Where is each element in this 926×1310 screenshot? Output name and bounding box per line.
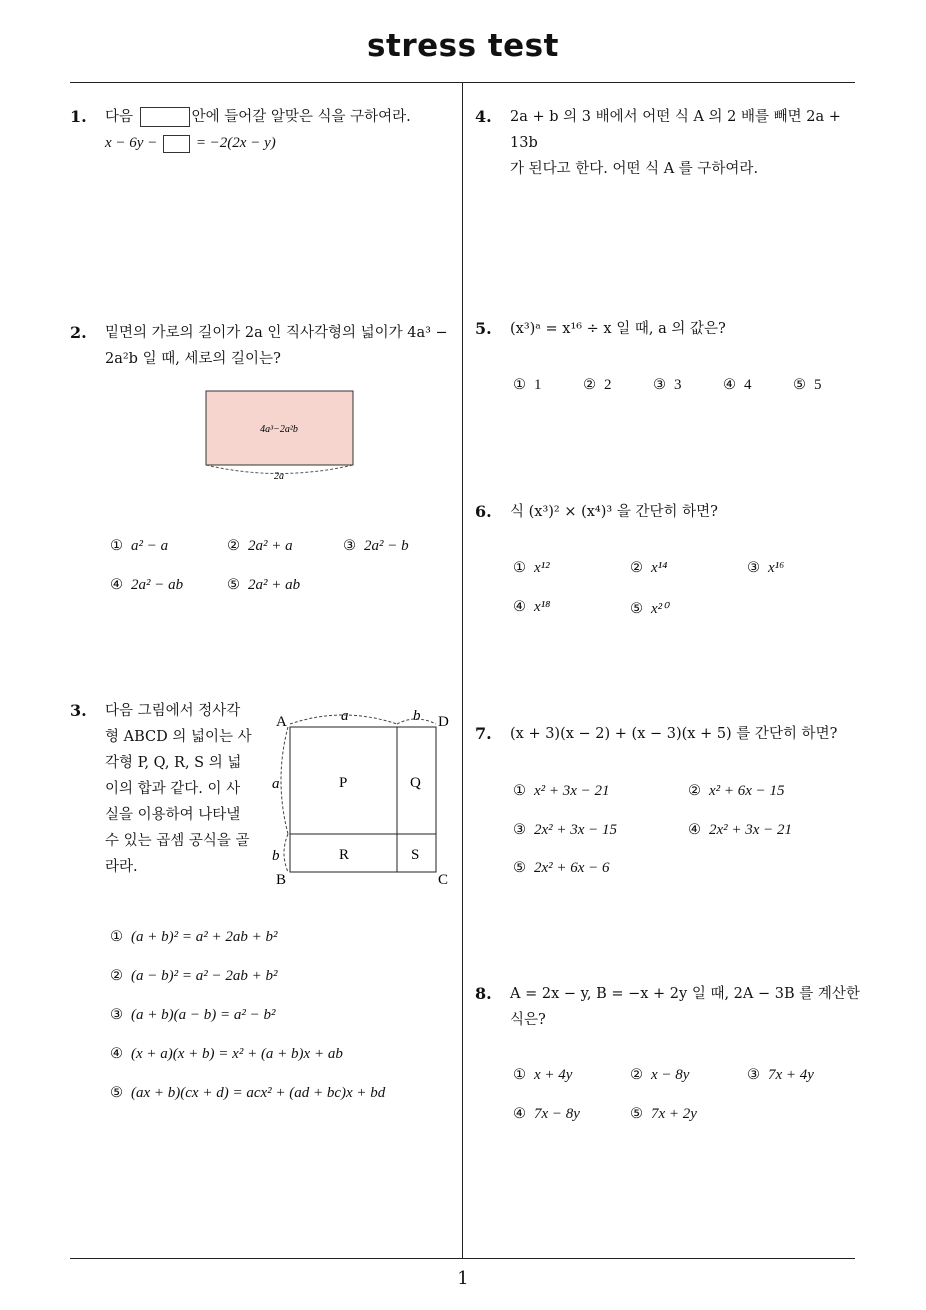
question-number: 4.	[475, 107, 492, 126]
choice-5[interactable]: ⑤ 5	[793, 377, 822, 393]
answer-blank-box	[140, 107, 190, 127]
question-number: 2.	[70, 323, 87, 342]
q3-text-line: 실을 이용하여 나타낼	[105, 807, 241, 823]
q3-text-line: 각형 P, Q, R, S 의 넓	[105, 755, 242, 771]
question-number: 6.	[475, 502, 492, 521]
choice-1[interactable]: ① x² + 3x − 21	[513, 783, 610, 799]
choice-1[interactable]: ① x¹²	[513, 560, 550, 576]
question-1	[70, 104, 455, 156]
q6-text-line1: 식 (x³)² × (x⁴)³ 을 간단히 하면?	[510, 504, 718, 520]
rectangle-base-label: 2a	[274, 471, 284, 482]
choice-5[interactable]: ⑤ (ax + b)(cx + d) = acx² + (ad + bc)x + bd	[110, 1085, 386, 1101]
choice-3[interactable]: ③ 7x + 4y	[747, 1067, 814, 1083]
column-divider	[462, 82, 463, 1258]
top-b-label: b	[413, 708, 421, 724]
region-p-label: P	[339, 775, 348, 791]
choice-2[interactable]: ② x − 8y	[630, 1067, 690, 1083]
q1-text-b: 안에 들어갈 알맞은 식을 구하여라.	[191, 109, 411, 125]
q4-text-line2: 가 된다고 한다. 어떤 식 A 를 구하여라.	[510, 161, 759, 177]
page-number: 1	[457, 1268, 469, 1289]
question-number: 8.	[475, 984, 492, 1003]
q2-text-line1: 밑면의 가로의 길이가 2a 인 직사각형의 넓이가 4a³ −	[105, 325, 448, 341]
arc-left-a	[281, 727, 288, 834]
left-a-label: a	[272, 776, 280, 792]
choice-3[interactable]: ③ (a + b)(a − b) = a² − b²	[110, 1007, 276, 1023]
choice-2[interactable]: ② 2a² + a	[227, 538, 293, 554]
rectangle-area-label: 4a³−2a²b	[260, 424, 298, 435]
region-s-label: S	[411, 847, 420, 863]
square-abcd-figure	[268, 700, 458, 890]
q3-text-line: 수 있는 곱셈 공식을 골	[105, 833, 250, 849]
question-number: 1.	[70, 107, 87, 126]
q4-text-line1: 2a + b 의 3 배에서 어떤 식 A 의 2 배를 빼면 2a + 13b	[510, 109, 841, 151]
choice-5[interactable]: ⑤ x²⁰	[630, 601, 669, 617]
vertex-b-label: B	[276, 872, 287, 888]
q8-text-line2: 식은?	[510, 1012, 546, 1028]
vertex-c-label: C	[438, 872, 449, 888]
choice-4[interactable]: ④ 7x − 8y	[513, 1106, 580, 1122]
choice-2[interactable]: ② 2	[583, 377, 612, 393]
choice-3[interactable]: ③ 2a² − b	[343, 538, 409, 554]
choice-5[interactable]: ⑤ 2a² + ab	[227, 577, 301, 593]
rectangle-figure	[200, 386, 360, 486]
choice-4[interactable]: ④ (x + a)(x + b) = x² + (a + b)x + ab	[110, 1046, 343, 1062]
question-number: 3.	[70, 701, 87, 720]
question-4	[475, 104, 860, 182]
choice-3[interactable]: ③ 3	[653, 377, 682, 393]
choice-5[interactable]: ⑤ 7x + 2y	[630, 1106, 697, 1122]
region-r-label: R	[339, 847, 350, 863]
choice-4[interactable]: ④ 2a² − ab	[110, 577, 184, 593]
region-q-label: Q	[410, 775, 421, 791]
page-title: stress test	[367, 28, 559, 64]
q3-text-line: 이의 합과 같다. 이 사	[105, 781, 241, 797]
arc-left-b	[284, 834, 288, 872]
choice-1[interactable]: ① x + 4y	[513, 1067, 573, 1083]
choice-1[interactable]: ① a² − a	[110, 538, 169, 554]
choice-1[interactable]: ① 1	[513, 377, 542, 393]
choice-4[interactable]: ④ 2x² + 3x − 21	[688, 822, 793, 838]
choice-4[interactable]: ④ 4	[723, 377, 752, 393]
vertex-a-label: A	[276, 714, 287, 730]
footer-rule	[70, 1258, 855, 1259]
choice-3[interactable]: ③ x¹⁶	[747, 560, 785, 576]
question-6	[475, 499, 860, 525]
choice-3[interactable]: ③ 2x² + 3x − 15	[513, 822, 618, 838]
question-5	[475, 316, 860, 342]
question-number: 5.	[475, 319, 492, 338]
q1-eq-left: x − 6y −	[105, 135, 158, 151]
q3-text-line: 다음 그림에서 정사각	[105, 703, 241, 719]
vertex-d-label: D	[438, 714, 449, 730]
question-3	[70, 698, 270, 880]
q2-text-line2: 2a²b 일 때, 세로의 길이는?	[105, 351, 281, 367]
q1-text-a: 다음	[105, 109, 134, 125]
q1-eq-right: = −2(2x − y)	[195, 135, 276, 151]
q5-text-line1: (x³)ᵃ = x¹⁶ ÷ x 일 때, a 의 값은?	[510, 321, 726, 337]
left-b-label: b	[272, 848, 280, 864]
top-a-label: a	[341, 708, 349, 724]
q3-text-line: 라라.	[105, 859, 138, 875]
choice-2[interactable]: ② (a − b)² = a² − 2ab + b²	[110, 968, 278, 984]
question-8	[475, 981, 860, 1033]
choice-5[interactable]: ⑤ 2x² + 6x − 6	[513, 860, 610, 876]
q8-text-line1: A = 2x − y, B = −x + 2y 일 때, 2A − 3B 를 계산한	[510, 986, 860, 1002]
question-7	[475, 721, 860, 747]
question-number: 7.	[475, 724, 492, 743]
choice-1[interactable]: ① (a + b)² = a² + 2ab + b²	[110, 929, 278, 945]
choice-4[interactable]: ④ x¹⁸	[513, 599, 551, 615]
answer-blank-box-small	[163, 135, 190, 153]
choice-2[interactable]: ② x¹⁴	[630, 560, 668, 576]
q3-text-line: 형 ABCD 의 넓이는 사	[105, 729, 252, 745]
choice-2[interactable]: ② x² + 6x − 15	[688, 783, 785, 799]
question-2	[70, 320, 460, 372]
q7-text-line1: (x + 3)(x − 2) + (x − 3)(x + 5) 를 간단히 하면?	[510, 726, 838, 742]
